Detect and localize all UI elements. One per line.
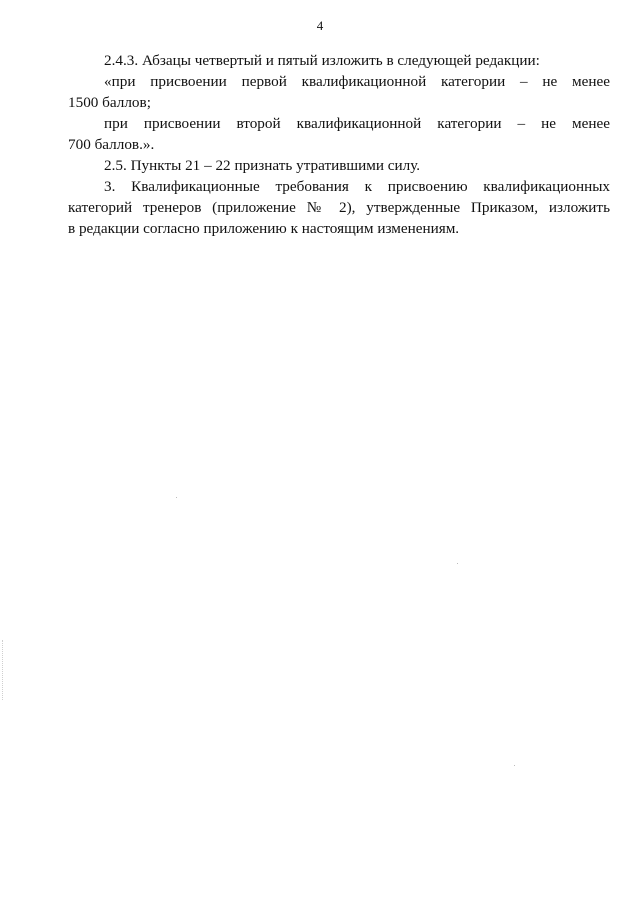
scan-artifact [514, 765, 515, 766]
page-number: 4 [316, 18, 324, 33]
paragraph-text: 2.4.3. Абзацы четвертый и пятый изложить в следующей редакции: [104, 52, 540, 69]
scan-artifact [457, 563, 458, 564]
scan-artifact [176, 497, 177, 498]
paragraph-2-5 [68, 155, 610, 176]
paragraph-line: «при присвоении первой квалификационной категории – не менее [104, 73, 610, 90]
document-body [68, 50, 610, 239]
paragraph-line: в редакции согласно приложению к настоящим изменениям. [68, 220, 460, 237]
paragraph-line: категорий тренеров (приложение № 2), утвержденные Приказом, изложить [68, 199, 610, 216]
paragraph-line: при присвоении второй квалификационной категории – не менее [104, 115, 610, 132]
paragraph-line: 1500 баллов; [68, 94, 151, 111]
paragraph-line: 3. Квалификационные требования к присвоению квалификационных [104, 178, 610, 195]
paragraph-3 [68, 176, 610, 239]
paragraph-2-4-3 [68, 50, 610, 71]
scan-edge-mark [2, 640, 4, 700]
paragraph-first-category [68, 71, 610, 113]
paragraph-second-category [68, 113, 610, 155]
paragraph-text: 2.5. Пункты 21 – 22 признать утратившими силу. [104, 157, 421, 174]
paragraph-line: 700 баллов.». [68, 136, 155, 153]
